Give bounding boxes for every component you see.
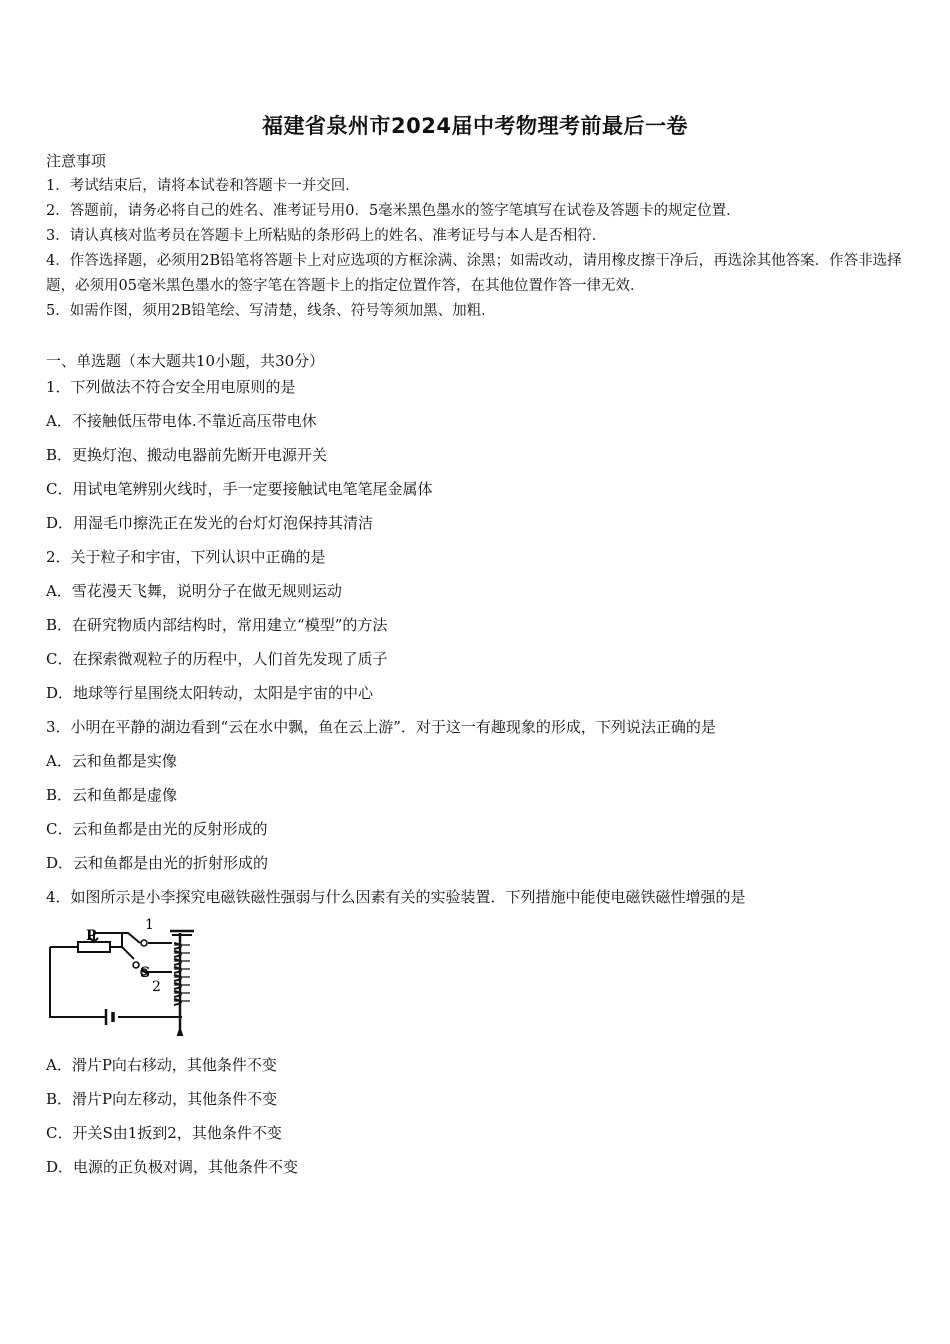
note-item: 1．考试结束后，请将本试卷和答题卡一并交回． bbox=[46, 178, 360, 194]
notes-heading: 注意事项 bbox=[46, 152, 107, 170]
option: C．开关S由1扳到2，其他条件不变 bbox=[46, 1124, 282, 1142]
option: D．地球等行星围绕太阳转动，太阳是宇宙的中心 bbox=[46, 684, 374, 702]
option: C．用试电笔辨别火线时，手一定要接触试电笔笔尾金属体 bbox=[46, 480, 433, 498]
option: C．云和鱼都是由光的反射形成的 bbox=[46, 820, 268, 838]
note-item: 2．答题前，请务必将自己的姓名、准考证号用0．5毫米黑色墨水的签字笔填写在试卷及答题卡的规定位置． bbox=[46, 203, 741, 219]
option: C．在探索微观粒子的历程中，人们首先发现了质子 bbox=[46, 650, 388, 668]
option: D．云和鱼都是由光的折射形成的 bbox=[46, 854, 269, 872]
option: D．电源的正负极对调，其他条件不变 bbox=[46, 1158, 299, 1176]
note-item: 5．如需作图，须用2B铅笔绘、写清楚，线条、符号等须加黑、加粗． bbox=[46, 303, 496, 319]
page-title: 福建省泉州市2024届中考物理考前最后一卷 bbox=[262, 114, 688, 138]
contact-1-label: 1 bbox=[145, 917, 154, 933]
option: A．不接触低压带电体.不靠近高压带电休 bbox=[46, 412, 317, 430]
option: A．雪花漫天飞舞，说明分子在做无规则运动 bbox=[46, 582, 342, 600]
option: D．用湿毛巾擦洗正在发光的台灯灯泡保持其清洁 bbox=[46, 514, 374, 532]
option: B．云和鱼都是虚像 bbox=[46, 786, 178, 804]
switch-label: S bbox=[140, 965, 151, 981]
note-item: 4．作答选择题，必须用2B铅笔将答题卡上对应选项的方框涂满、涂黑；如需改动，请用橡皮擦干净后，再选涂其他答案．作答非选择题，必须用05毫米黑色墨水的签字笔在答题卡上的指定位置作答，在其他位置作答一律无效． bbox=[46, 253, 902, 294]
option: A．滑片P向右移动，其他条件不变 bbox=[46, 1056, 277, 1074]
slider-label: P bbox=[86, 928, 97, 944]
contact-2-label: 2 bbox=[152, 979, 161, 995]
option: B．在研究物质内部结构时，常用建立“模型”的方法 bbox=[46, 616, 388, 634]
question-stem: 2．关于粒子和宇宙，下列认识中正确的是 bbox=[46, 548, 326, 566]
question-stem: 1．下列做法不符合安全用电原则的是 bbox=[46, 378, 296, 396]
note-item: 3．请认真核对监考员在答题卡上所粘贴的条形码上的姓名、准考证号与本人是否相符． bbox=[46, 228, 607, 244]
electromagnet-circuit-diagram bbox=[44, 915, 204, 1040]
section-heading: 一、单选题（本大题共10小题，共30分） bbox=[46, 352, 325, 370]
option: B．更换灯泡、搬动电器前先断开电源开关 bbox=[46, 446, 328, 464]
question-stem: 4．如图所示是小李探究电磁铁磁性强弱与什么因素有关的实验装置．下列措施中能使电磁铁磁性增强的是 bbox=[46, 888, 746, 906]
option: A．云和鱼都是实像 bbox=[46, 752, 177, 770]
question-stem: 3．小明在平静的湖边看到“云在水中飘，鱼在云上游”．对于这一有趣现象的形成，下列说法正确的是 bbox=[46, 718, 716, 736]
option: B．滑片P向左移动，其他条件不变 bbox=[46, 1090, 278, 1108]
